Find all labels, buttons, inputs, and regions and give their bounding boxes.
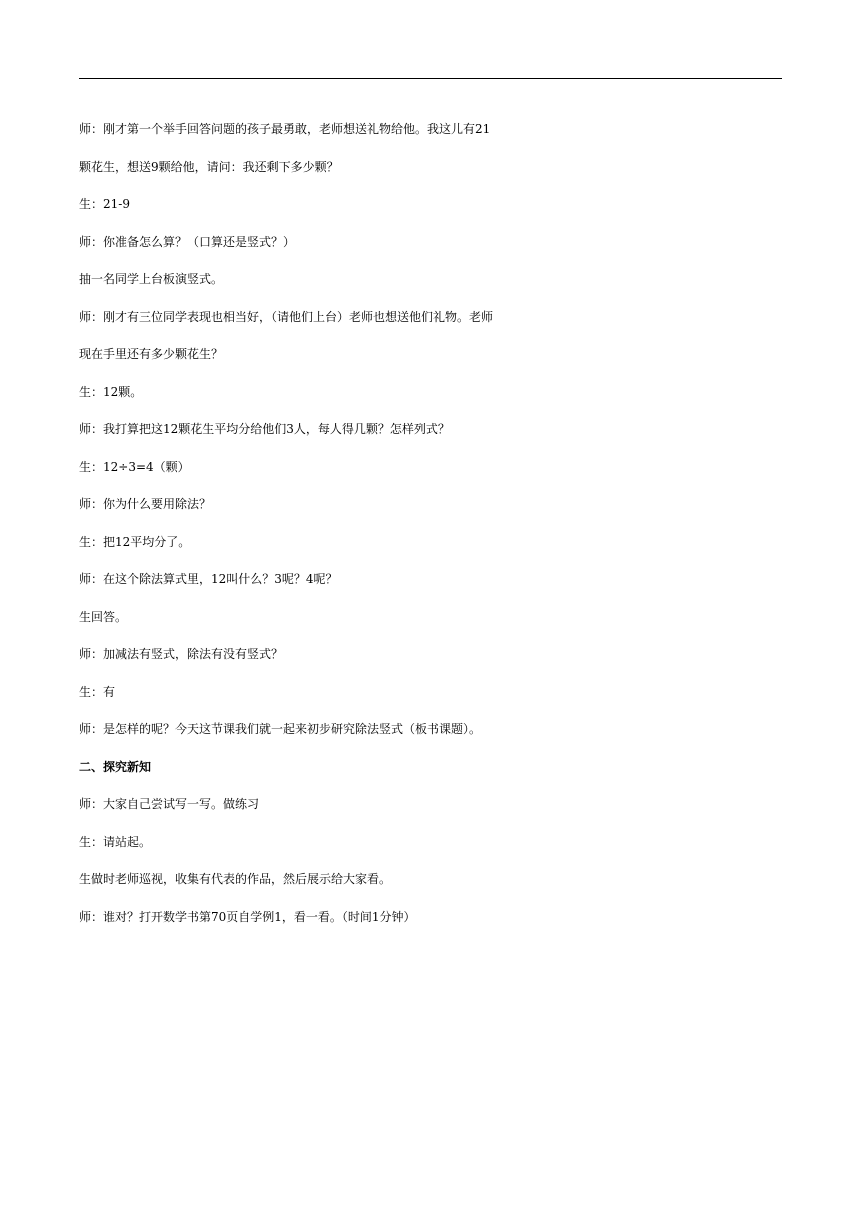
document-body xyxy=(79,111,789,936)
dialogue-line: 生：有 xyxy=(79,684,116,699)
dialogue-line: 颗花生，想送9颗给他，请问：我还剩下多少颗？ xyxy=(79,159,339,174)
dialogue-line: 师：你准备怎么算？（口算还是竖式？） xyxy=(79,234,296,249)
narration-line: 生做时老师巡视，收集有代表的作品，然后展示给大家看。 xyxy=(79,872,392,886)
dialogue-line: 师：是怎样的呢？今天这节课我们就一起来初步研究除法竖式（板书课题）。 xyxy=(79,722,482,736)
dialogue-line: 师：我打算把这12颗花生平均分给他们3人，每人得几颗？怎样列式？ xyxy=(79,422,450,436)
dialogue-line: 生：12÷3=4（颗） xyxy=(79,459,190,474)
section-heading: 二、探究新知 xyxy=(79,759,152,774)
dialogue-line: 师：你为什么要用除法？ xyxy=(79,497,212,511)
dialogue-line: 现在手里还有多少颗花生？ xyxy=(79,347,224,361)
dialogue-line: 师：加减法有竖式，除法有没有竖式？ xyxy=(79,647,284,661)
dialogue-line: 生：请站起。 xyxy=(79,834,152,849)
dialogue-line: 师：谁对？打开数学书第70页自学例1，看一看。（时间1分钟） xyxy=(79,909,416,924)
dialogue-line: 生：21-9 xyxy=(79,197,130,211)
narration-line: 生回答。 xyxy=(79,609,128,624)
dialogue-line: 师：刚才有三位同学表现也相当好，（请他们上台）老师也想送他们礼物。老师 xyxy=(79,309,494,324)
narration-line: 抽一名同学上台板演竖式。 xyxy=(79,272,224,286)
dialogue-line: 师：大家自己尝试写一写。做练习 xyxy=(79,797,260,811)
header-rule xyxy=(79,78,782,79)
dialogue-line: 师：刚才第一个举手回答问题的孩子最勇敢，老师想送礼物给他。我这儿有21 xyxy=(79,122,491,136)
dialogue-line: 生：把12平均分了。 xyxy=(79,534,191,549)
dialogue-line: 师：在这个除法算式里，12叫什么？3呢？4呢？ xyxy=(79,572,338,586)
dialogue-line: 生：12颗。 xyxy=(79,384,143,399)
